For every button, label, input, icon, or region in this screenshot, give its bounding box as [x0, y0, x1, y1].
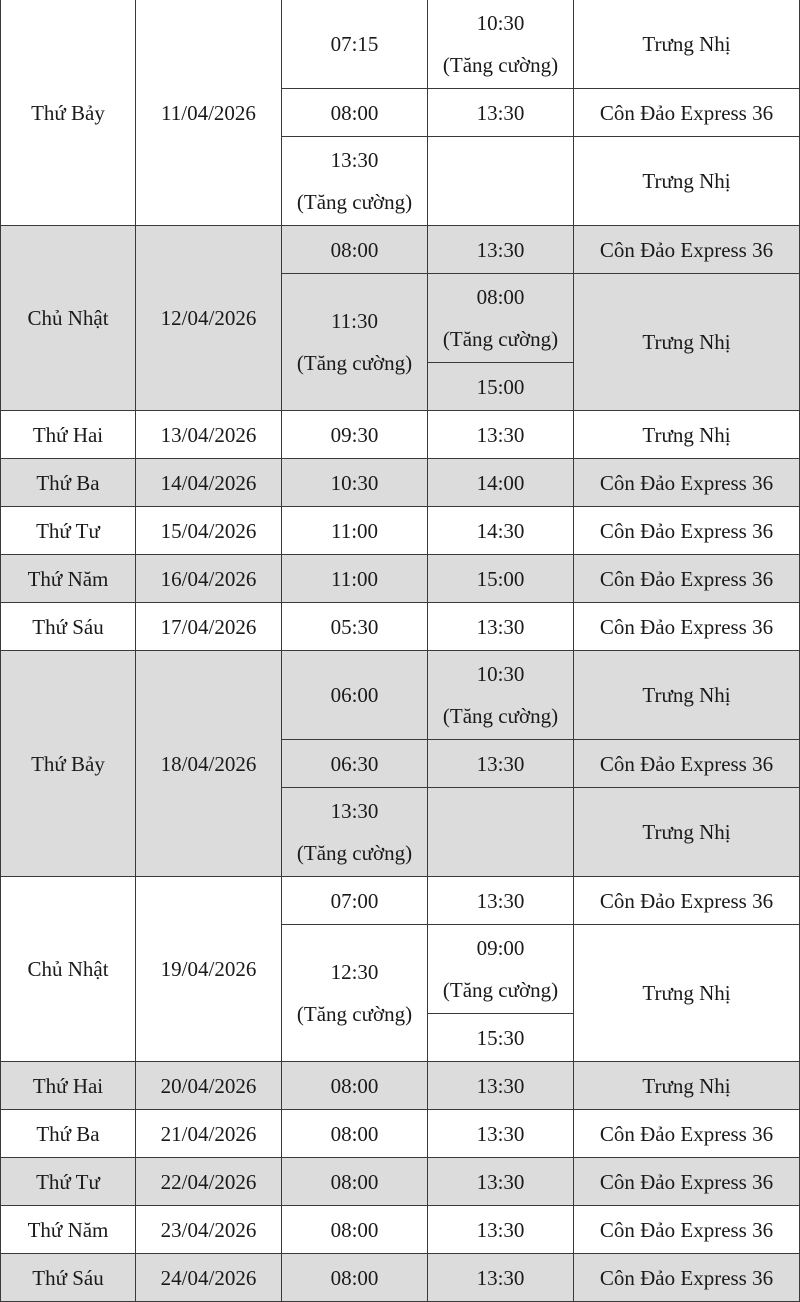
return-time-cell: 13:30: [428, 1206, 574, 1254]
departure-time-cell: 09:30: [282, 411, 428, 459]
return-time-cell: 13:30: [428, 603, 574, 651]
day-cell: Thứ Tư: [0, 507, 136, 555]
day-cell: Thứ Tư: [0, 1158, 136, 1206]
day-cell: Thứ Hai: [0, 411, 136, 459]
vessel-cell: Trưng Nhị: [574, 1062, 800, 1110]
date-cell: 16/04/2026: [136, 555, 282, 603]
vessel-cell: Côn Đảo Express 36: [574, 603, 800, 651]
day-cell: Thứ Sáu: [0, 1254, 136, 1302]
vessel-cell: Trưng Nhị: [574, 137, 800, 226]
departure-time-cell: 08:00: [282, 1110, 428, 1158]
return-time-cell: 13:30: [428, 740, 574, 788]
date-cell: 11/04/2026: [136, 0, 282, 226]
vessel-cell: Côn Đảo Express 36: [574, 555, 800, 603]
return-time-cell: 13:30: [428, 411, 574, 459]
vessel-cell: Trưng Nhị: [574, 411, 800, 459]
return-time-cell: 10:30 (Tăng cường): [428, 651, 574, 740]
return-time-cell: 13:30: [428, 1254, 574, 1302]
day-cell: Chủ Nhật: [0, 226, 136, 411]
date-cell: 24/04/2026: [136, 1254, 282, 1302]
return-time-cell: 10:30 (Tăng cường): [428, 0, 574, 89]
date-cell: 22/04/2026: [136, 1158, 282, 1206]
return-time-cell: 14:00: [428, 459, 574, 507]
return-time-cell: 13:30: [428, 89, 574, 137]
return-time-cell: 13:30: [428, 877, 574, 925]
departure-time-cell: 07:15: [282, 0, 428, 89]
vessel-cell: Trưng Nhị: [574, 651, 800, 740]
departure-time-cell: 08:00: [282, 1158, 428, 1206]
date-cell: 12/04/2026: [136, 226, 282, 411]
date-cell: 18/04/2026: [136, 651, 282, 877]
departure-time-cell: 13:30 (Tăng cường): [282, 137, 428, 226]
departure-time-cell: 13:30 (Tăng cường): [282, 788, 428, 877]
date-cell: 20/04/2026: [136, 1062, 282, 1110]
day-cell: Thứ Ba: [0, 459, 136, 507]
day-cell: Thứ Năm: [0, 555, 136, 603]
vessel-cell: Trưng Nhị: [574, 0, 800, 89]
departure-time-cell: 11:30 (Tăng cường): [282, 274, 428, 411]
vessel-cell: Côn Đảo Express 36: [574, 1206, 800, 1254]
vessel-cell: Côn Đảo Express 36: [574, 1110, 800, 1158]
date-cell: 23/04/2026: [136, 1206, 282, 1254]
day-cell: Thứ Sáu: [0, 603, 136, 651]
vessel-cell: Trưng Nhị: [574, 274, 800, 411]
vessel-cell: Côn Đảo Express 36: [574, 1158, 800, 1206]
vessel-cell: Côn Đảo Express 36: [574, 226, 800, 274]
date-cell: 17/04/2026: [136, 603, 282, 651]
return-time-cell: 15:00: [428, 555, 574, 603]
vessel-cell: Côn Đảo Express 36: [574, 89, 800, 137]
departure-time-cell: 06:30: [282, 740, 428, 788]
return-time-cell: 14:30: [428, 507, 574, 555]
departure-time-cell: 08:00: [282, 1206, 428, 1254]
return-time-cell: 13:30: [428, 1110, 574, 1158]
departure-time-cell: 08:00: [282, 226, 428, 274]
date-cell: 13/04/2026: [136, 411, 282, 459]
return-time-cell: 15:00: [428, 363, 574, 411]
vessel-cell: Côn Đảo Express 36: [574, 740, 800, 788]
day-cell: Chủ Nhật: [0, 877, 136, 1062]
departure-time-cell: 10:30: [282, 459, 428, 507]
vessel-cell: Côn Đảo Express 36: [574, 1254, 800, 1302]
date-cell: 19/04/2026: [136, 877, 282, 1062]
departure-time-cell: 08:00: [282, 1254, 428, 1302]
return-time-cell: 15:30: [428, 1014, 574, 1062]
return-time-cell: [428, 137, 574, 226]
day-cell: Thứ Năm: [0, 1206, 136, 1254]
vessel-cell: Côn Đảo Express 36: [574, 459, 800, 507]
return-time-cell: 13:30: [428, 1158, 574, 1206]
return-time-cell: 08:00 (Tăng cường): [428, 274, 574, 363]
vessel-cell: Trưng Nhị: [574, 788, 800, 877]
date-cell: 14/04/2026: [136, 459, 282, 507]
return-time-cell: 09:00 (Tăng cường): [428, 925, 574, 1014]
vessel-cell: Côn Đảo Express 36: [574, 877, 800, 925]
day-cell: Thứ Bảy: [0, 651, 136, 877]
departure-time-cell: 06:00: [282, 651, 428, 740]
date-cell: 15/04/2026: [136, 507, 282, 555]
return-time-cell: 13:30: [428, 226, 574, 274]
return-time-cell: [428, 788, 574, 877]
departure-time-cell: 11:00: [282, 507, 428, 555]
departure-time-cell: 12:30 (Tăng cường): [282, 925, 428, 1062]
day-cell: Thứ Hai: [0, 1062, 136, 1110]
departure-time-cell: 05:30: [282, 603, 428, 651]
departure-time-cell: 08:00: [282, 89, 428, 137]
day-cell: Thứ Ba: [0, 1110, 136, 1158]
departure-time-cell: 08:00: [282, 1062, 428, 1110]
departure-time-cell: 07:00: [282, 877, 428, 925]
vessel-cell: Trưng Nhị: [574, 925, 800, 1062]
departure-time-cell: 11:00: [282, 555, 428, 603]
vessel-cell: Côn Đảo Express 36: [574, 507, 800, 555]
date-cell: 21/04/2026: [136, 1110, 282, 1158]
day-cell: Thứ Bảy: [0, 0, 136, 226]
return-time-cell: 13:30: [428, 1062, 574, 1110]
